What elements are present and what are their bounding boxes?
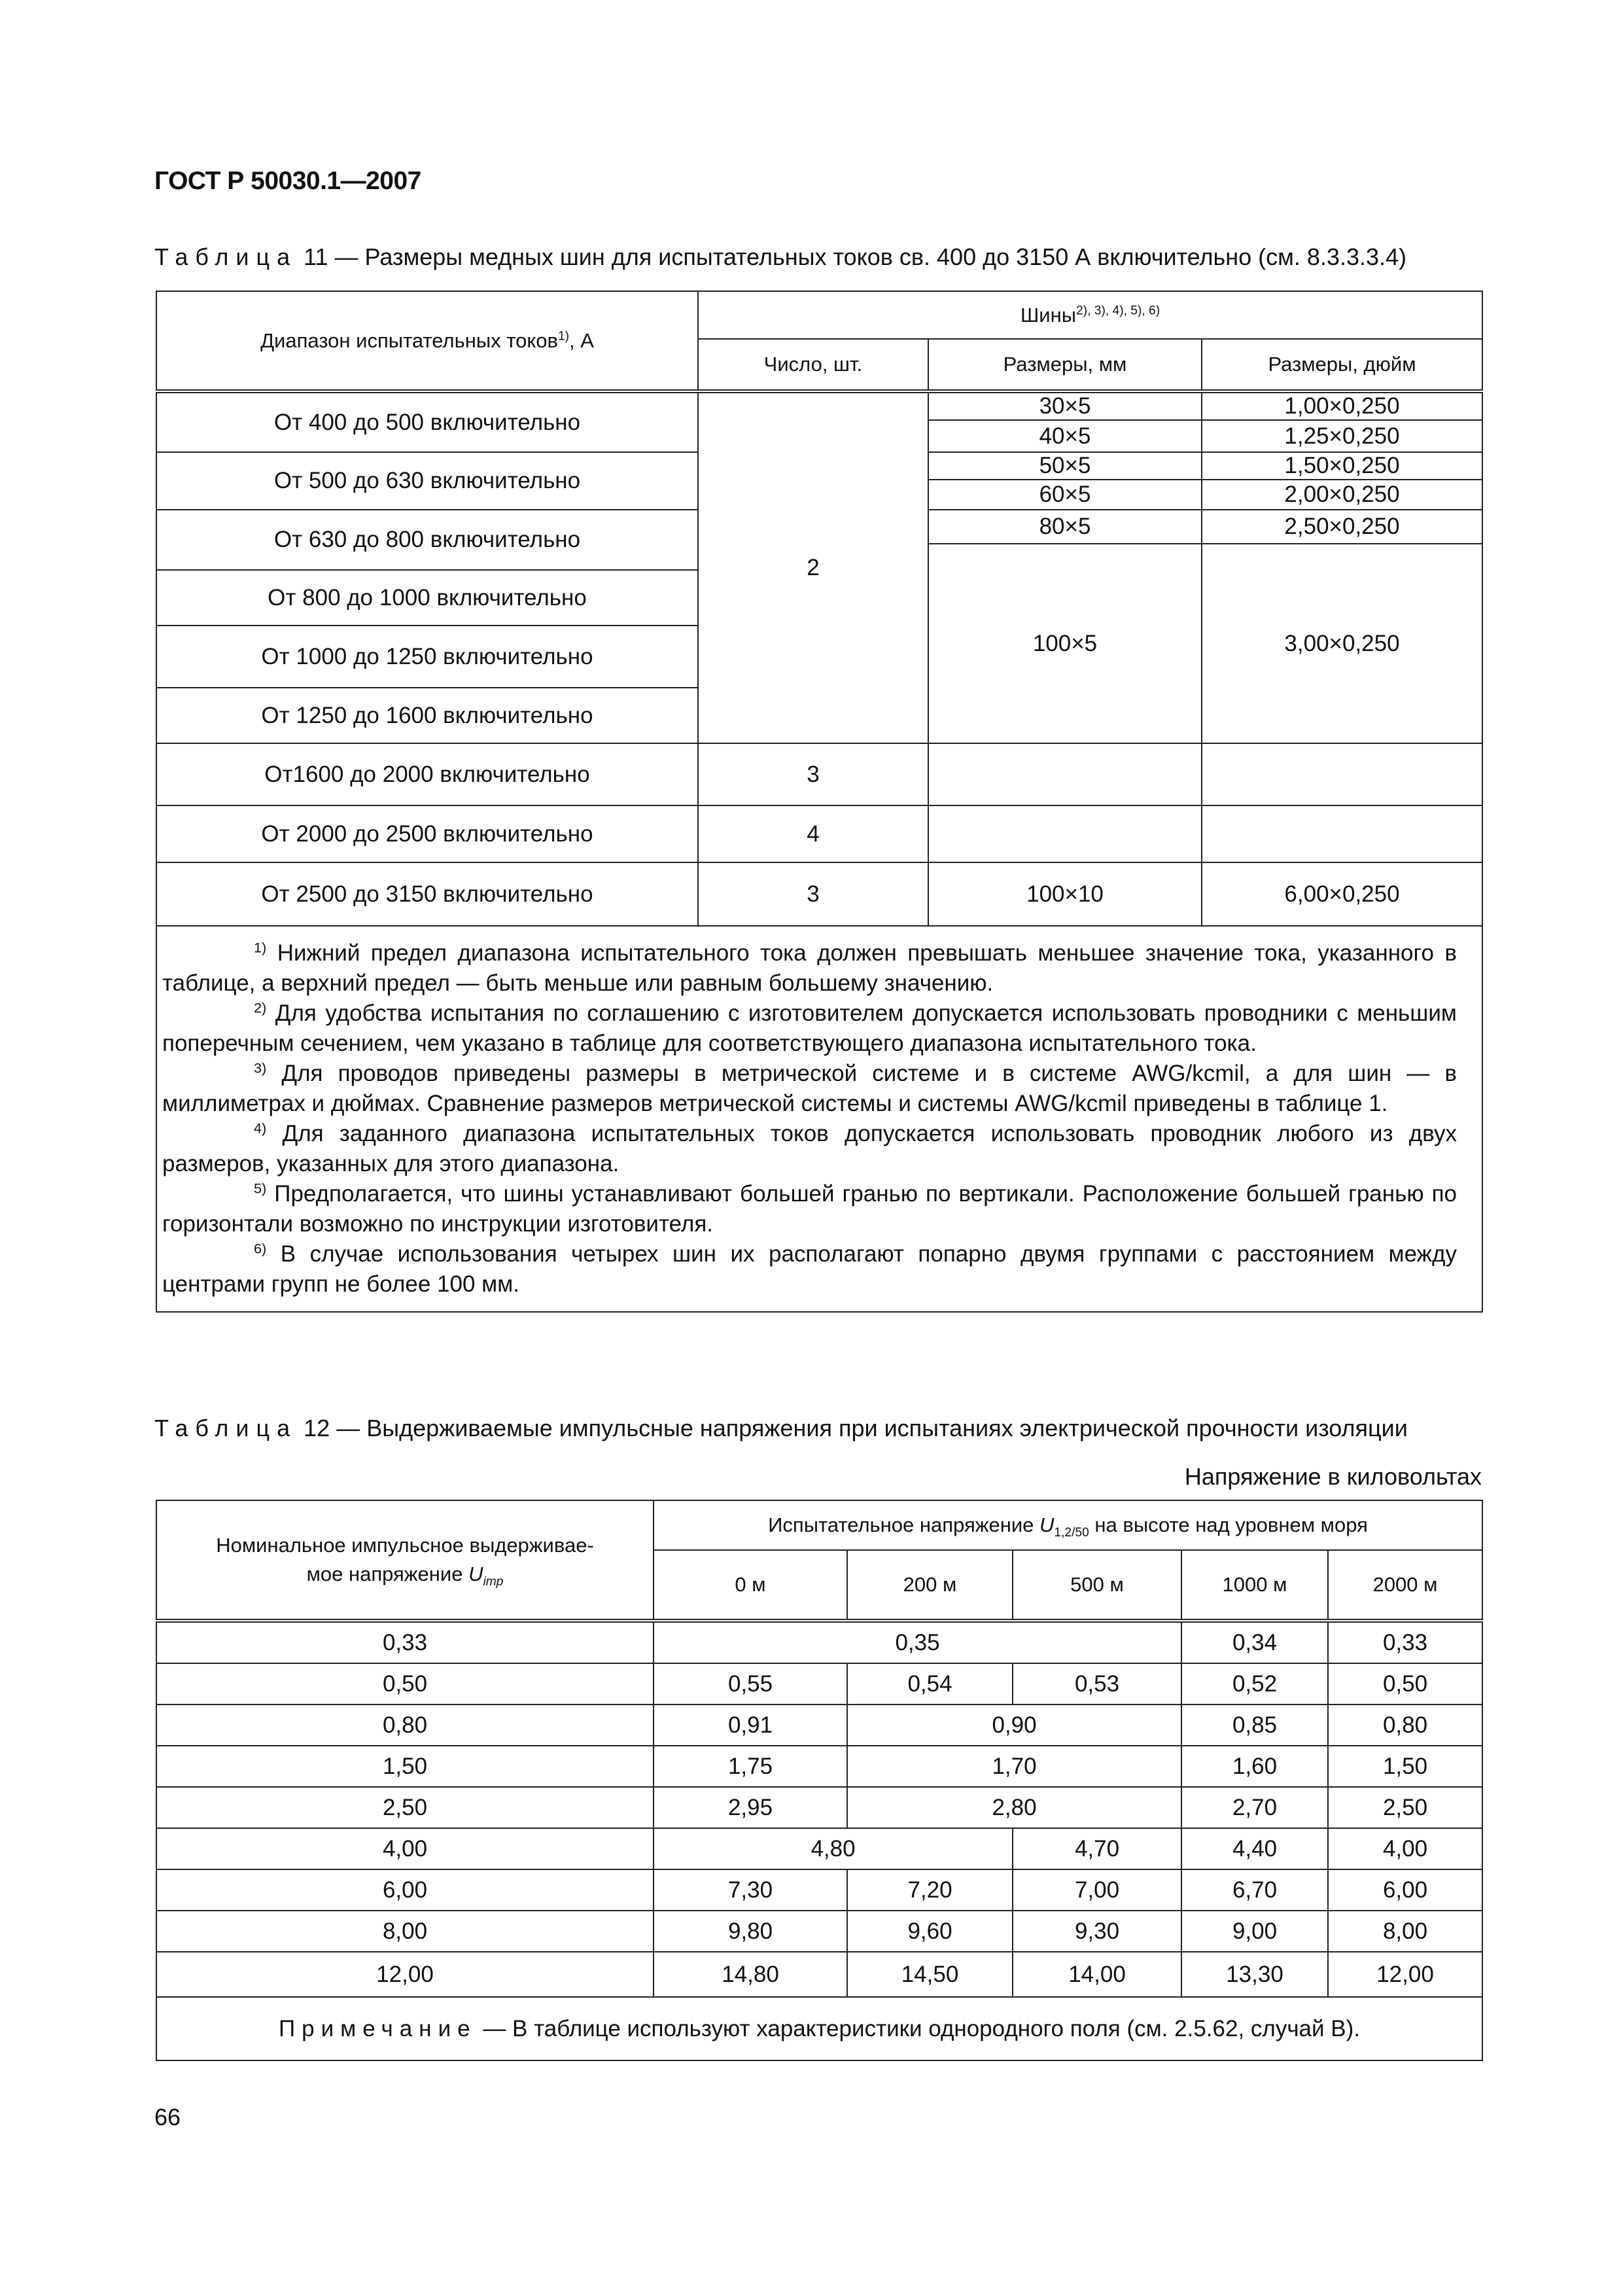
table11-mm-cell: 50×5 xyxy=(928,452,1202,480)
table11-header-inch: Размеры, дюйм xyxy=(1202,339,1482,391)
page-number: 66 xyxy=(154,2104,181,2130)
table12-header-altitude: 1000 м xyxy=(1181,1550,1328,1621)
table12-nominal-cell: 0,50 xyxy=(156,1663,654,1704)
table11-inch-cell: 2,50×0,250 xyxy=(1202,510,1482,544)
table12-value-cell: 2,70 xyxy=(1181,1787,1328,1828)
table12-nominal-cell: 8,00 xyxy=(156,1911,654,1952)
table11-range-cell: От 2000 до 2500 включительно xyxy=(156,805,698,862)
table11-mm-cell: 30×5 xyxy=(928,391,1202,420)
table11-range-cell: От 630 до 800 включительно xyxy=(156,510,698,570)
table11-count-cell: 3 xyxy=(698,862,928,926)
table12-impulse-voltages xyxy=(156,1500,1483,2061)
table12-header-altitude: 500 м xyxy=(1013,1550,1181,1621)
table12-value-cell: 0,53 xyxy=(1013,1663,1181,1704)
table12-value-cell: 0,80 xyxy=(1328,1704,1482,1746)
table11-caption-text: 11 — Размеры медных шин для испытательных токов св. 400 до 3150 А включительно (см. 8.3.3.3.4) xyxy=(297,243,1407,270)
table12-value-cell: 13,30 xyxy=(1181,1952,1328,1997)
table11-range-cell: От 500 до 630 включительно xyxy=(156,452,698,510)
table11-inch-cell: 6,00×0,250 xyxy=(1202,862,1482,926)
table12-value-cell: 4,00 xyxy=(1328,1828,1482,1869)
table11-mm-cell: 100×10 xyxy=(928,862,1202,926)
table11-caption xyxy=(154,243,1406,271)
table11-footnotes xyxy=(156,926,1482,1312)
table12-caption-text: 12 — Выдерживаемые импульсные напряжения при испытаниях электрической прочности изоляции xyxy=(297,1415,1408,1441)
table11-inch-cell: 2,00×0,250 xyxy=(1202,480,1482,510)
table12-value-cell: 1,75 xyxy=(654,1746,847,1787)
table12-value-cell: 14,00 xyxy=(1013,1952,1181,1997)
table12-nominal-cell: 12,00 xyxy=(156,1952,654,1997)
table11-range-cell: От 800 до 1000 включительно xyxy=(156,570,698,626)
table12-value-cell: 6,70 xyxy=(1181,1869,1328,1911)
table11-header-count: Число, шт. xyxy=(698,339,928,391)
table12-value-cell: 7,30 xyxy=(654,1869,847,1911)
table11-range-cell: От 1250 до 1600 включительно xyxy=(156,688,698,743)
table11-mm-cell: 60×5 xyxy=(928,480,1202,510)
table12-value-cell: 0,54 xyxy=(847,1663,1013,1704)
table11-count-cell: 2 xyxy=(698,391,928,743)
table11-footnote: $^{5)}$ Предполагается, что шины устанавливают большей гранью по вертикали. Расположение большей гранью по горизонтали возможно по инструкции изготовителя. xyxy=(162,1180,1457,1237)
table12-value-cell: 2,95 xyxy=(654,1787,847,1828)
table11-inch-cell xyxy=(1202,805,1482,862)
table-row xyxy=(156,1704,1482,1746)
table11-header-range: Диапазон испытательных токов$^{1)}$, А xyxy=(156,291,698,391)
table12-nominal-cell: 0,80 xyxy=(156,1704,654,1746)
table11-footnote: $^{6)}$ В случае использования четырех шин их располагают попарно двумя группами с расстоянием между центрами групп не более 100 мм. xyxy=(162,1240,1457,1297)
table11-inch-cell xyxy=(1202,743,1482,805)
table11-footnote: $^{1)}$ Нижний предел диапазона испытательного тока должен превышать меньшее значение тока, указанного в таблице, а верхний предел — быть меньше или равным большему значению. xyxy=(162,939,1457,996)
table12-header-nominal: Номинальное импульсное выдерживае- мое напряжение $U_{imp}$ xyxy=(156,1500,654,1621)
table12-value-cell: 7,00 xyxy=(1013,1869,1181,1911)
table12-header-altitude: 2000 м xyxy=(1328,1550,1482,1621)
table12-nominal-cell: 4,00 xyxy=(156,1828,654,1869)
table12-caption xyxy=(154,1415,1408,1442)
table11-header-bars: Шины$^{2), 3), 4), 5), 6)}$ xyxy=(698,291,1482,339)
table12-value-cell: 9,80 xyxy=(654,1911,847,1952)
document-header: ГОСТ Р 50030.1—2007 xyxy=(154,167,421,195)
table12-nominal-cell: 6,00 xyxy=(156,1869,654,1911)
table-row xyxy=(156,1828,1482,1869)
table12-value-cell: 4,70 xyxy=(1013,1828,1181,1869)
table-row xyxy=(156,1621,1482,1663)
table11-header-mm: Размеры, мм xyxy=(928,339,1202,391)
table12-value-cell: 9,30 xyxy=(1013,1911,1181,1952)
table12-value-cell: 14,80 xyxy=(654,1952,847,1997)
table11-footnote: $^{4)}$ Для заданного диапазона испытательных токов допускается использовать проводник любого из двух размеров, указанных для этого диапазона. xyxy=(162,1120,1457,1176)
table12-value-cell: 4,40 xyxy=(1181,1828,1328,1869)
table12-value-cell: 0,33 xyxy=(1328,1621,1482,1663)
table-row xyxy=(156,1746,1482,1787)
table12-value-cell: 0,91 xyxy=(654,1704,847,1746)
table11-inch-cell: 3,00×0,250 xyxy=(1202,544,1482,743)
table12-value-cell: 4,80 xyxy=(654,1828,1013,1869)
table12-header-altitude: 200 м xyxy=(847,1550,1013,1621)
table12-nominal-cell: 2,50 xyxy=(156,1787,654,1828)
table-row xyxy=(156,1869,1482,1911)
table12-note xyxy=(156,1997,1482,2060)
table12-note-label: Примечание xyxy=(279,2015,477,2041)
table12-header-test: Испытательное напряжение $U_{1,2/50}$ на высоте над уровнем моря xyxy=(654,1500,1482,1550)
table11-inch-cell: 1,50×0,250 xyxy=(1202,452,1482,480)
table11-mm-cell: 100×5 xyxy=(928,544,1202,743)
table12-value-cell: 2,80 xyxy=(847,1787,1181,1828)
table11-count-cell: 4 xyxy=(698,805,928,862)
table11-copper-bars xyxy=(156,291,1483,1313)
table12-value-cell: 0,52 xyxy=(1181,1663,1328,1704)
table12-value-cell: 12,00 xyxy=(1328,1952,1482,1997)
table12-header-altitude: 0 м xyxy=(654,1550,847,1621)
table12-value-cell: 9,00 xyxy=(1181,1911,1328,1952)
table11-mm-cell: 80×5 xyxy=(928,510,1202,544)
table12-value-cell: 0,35 xyxy=(654,1621,1181,1663)
table-row xyxy=(156,1952,1482,1997)
table12-caption-label: Таблица xyxy=(154,1415,298,1441)
table11-inch-cell: 1,25×0,250 xyxy=(1202,420,1482,452)
table11-footnote: $^{2)}$ Для удобства испытания по соглашению с изготовителем допускается использовать проводники с меньшим поперечным сечением, чем указано в таблице для соответствующего диапазона испытательного тока. xyxy=(162,999,1457,1056)
table12-value-cell: 0,34 xyxy=(1181,1621,1328,1663)
table11-mm-cell: 40×5 xyxy=(928,420,1202,452)
table-row xyxy=(156,1911,1482,1952)
table11-footnote: $^{3)}$ Для проводов приведены размеры в метрической системе и в системе AWG/kcmil, а для шин — в миллиметрах и дюймах. Сравнение размеров метрической системы и системы AWG/kcmil приведены в таблице 1. xyxy=(162,1059,1457,1116)
table12-value-cell: 6,00 xyxy=(1328,1869,1482,1911)
table11-range-cell: От1600 до 2000 включительно xyxy=(156,743,698,805)
table12-value-cell: 0,55 xyxy=(654,1663,847,1704)
table12-value-cell: 0,85 xyxy=(1181,1704,1328,1746)
table12-value-cell: 1,70 xyxy=(847,1746,1181,1787)
table11-range-cell: От 400 до 500 включительно xyxy=(156,391,698,452)
table12-value-cell: 8,00 xyxy=(1328,1911,1482,1952)
table11-caption-label: Таблица xyxy=(154,243,298,270)
table11-mm-cell xyxy=(928,743,1202,805)
table12-value-cell: 1,50 xyxy=(1328,1746,1482,1787)
table12-value-cell: 14,50 xyxy=(847,1952,1013,1997)
table12-nominal-cell: 0,33 xyxy=(156,1621,654,1663)
table-row xyxy=(156,1663,1482,1704)
table11-range-cell: От 1000 до 1250 включительно xyxy=(156,626,698,688)
table12-units: Напряжение в киловольтах xyxy=(1184,1463,1482,1490)
table12-note-text: — В таблице используют характеристики однородного поля (см. 2.5.62, случай В). xyxy=(476,2015,1361,2041)
table12-value-cell: 0,50 xyxy=(1328,1663,1482,1704)
table12-value-cell: 1,60 xyxy=(1181,1746,1328,1787)
table11-count-cell: 3 xyxy=(698,743,928,805)
table12-nominal-cell: 1,50 xyxy=(156,1746,654,1787)
table-row xyxy=(156,1787,1482,1828)
table11-range-cell: От 2500 до 3150 включительно xyxy=(156,862,698,926)
table12-value-cell: 0,90 xyxy=(847,1704,1181,1746)
table12-value-cell: 9,60 xyxy=(847,1911,1013,1952)
table11-inch-cell: 1,00×0,250 xyxy=(1202,391,1482,420)
table12-value-cell: 7,20 xyxy=(847,1869,1013,1911)
table11-mm-cell xyxy=(928,805,1202,862)
table12-value-cell: 2,50 xyxy=(1328,1787,1482,1828)
